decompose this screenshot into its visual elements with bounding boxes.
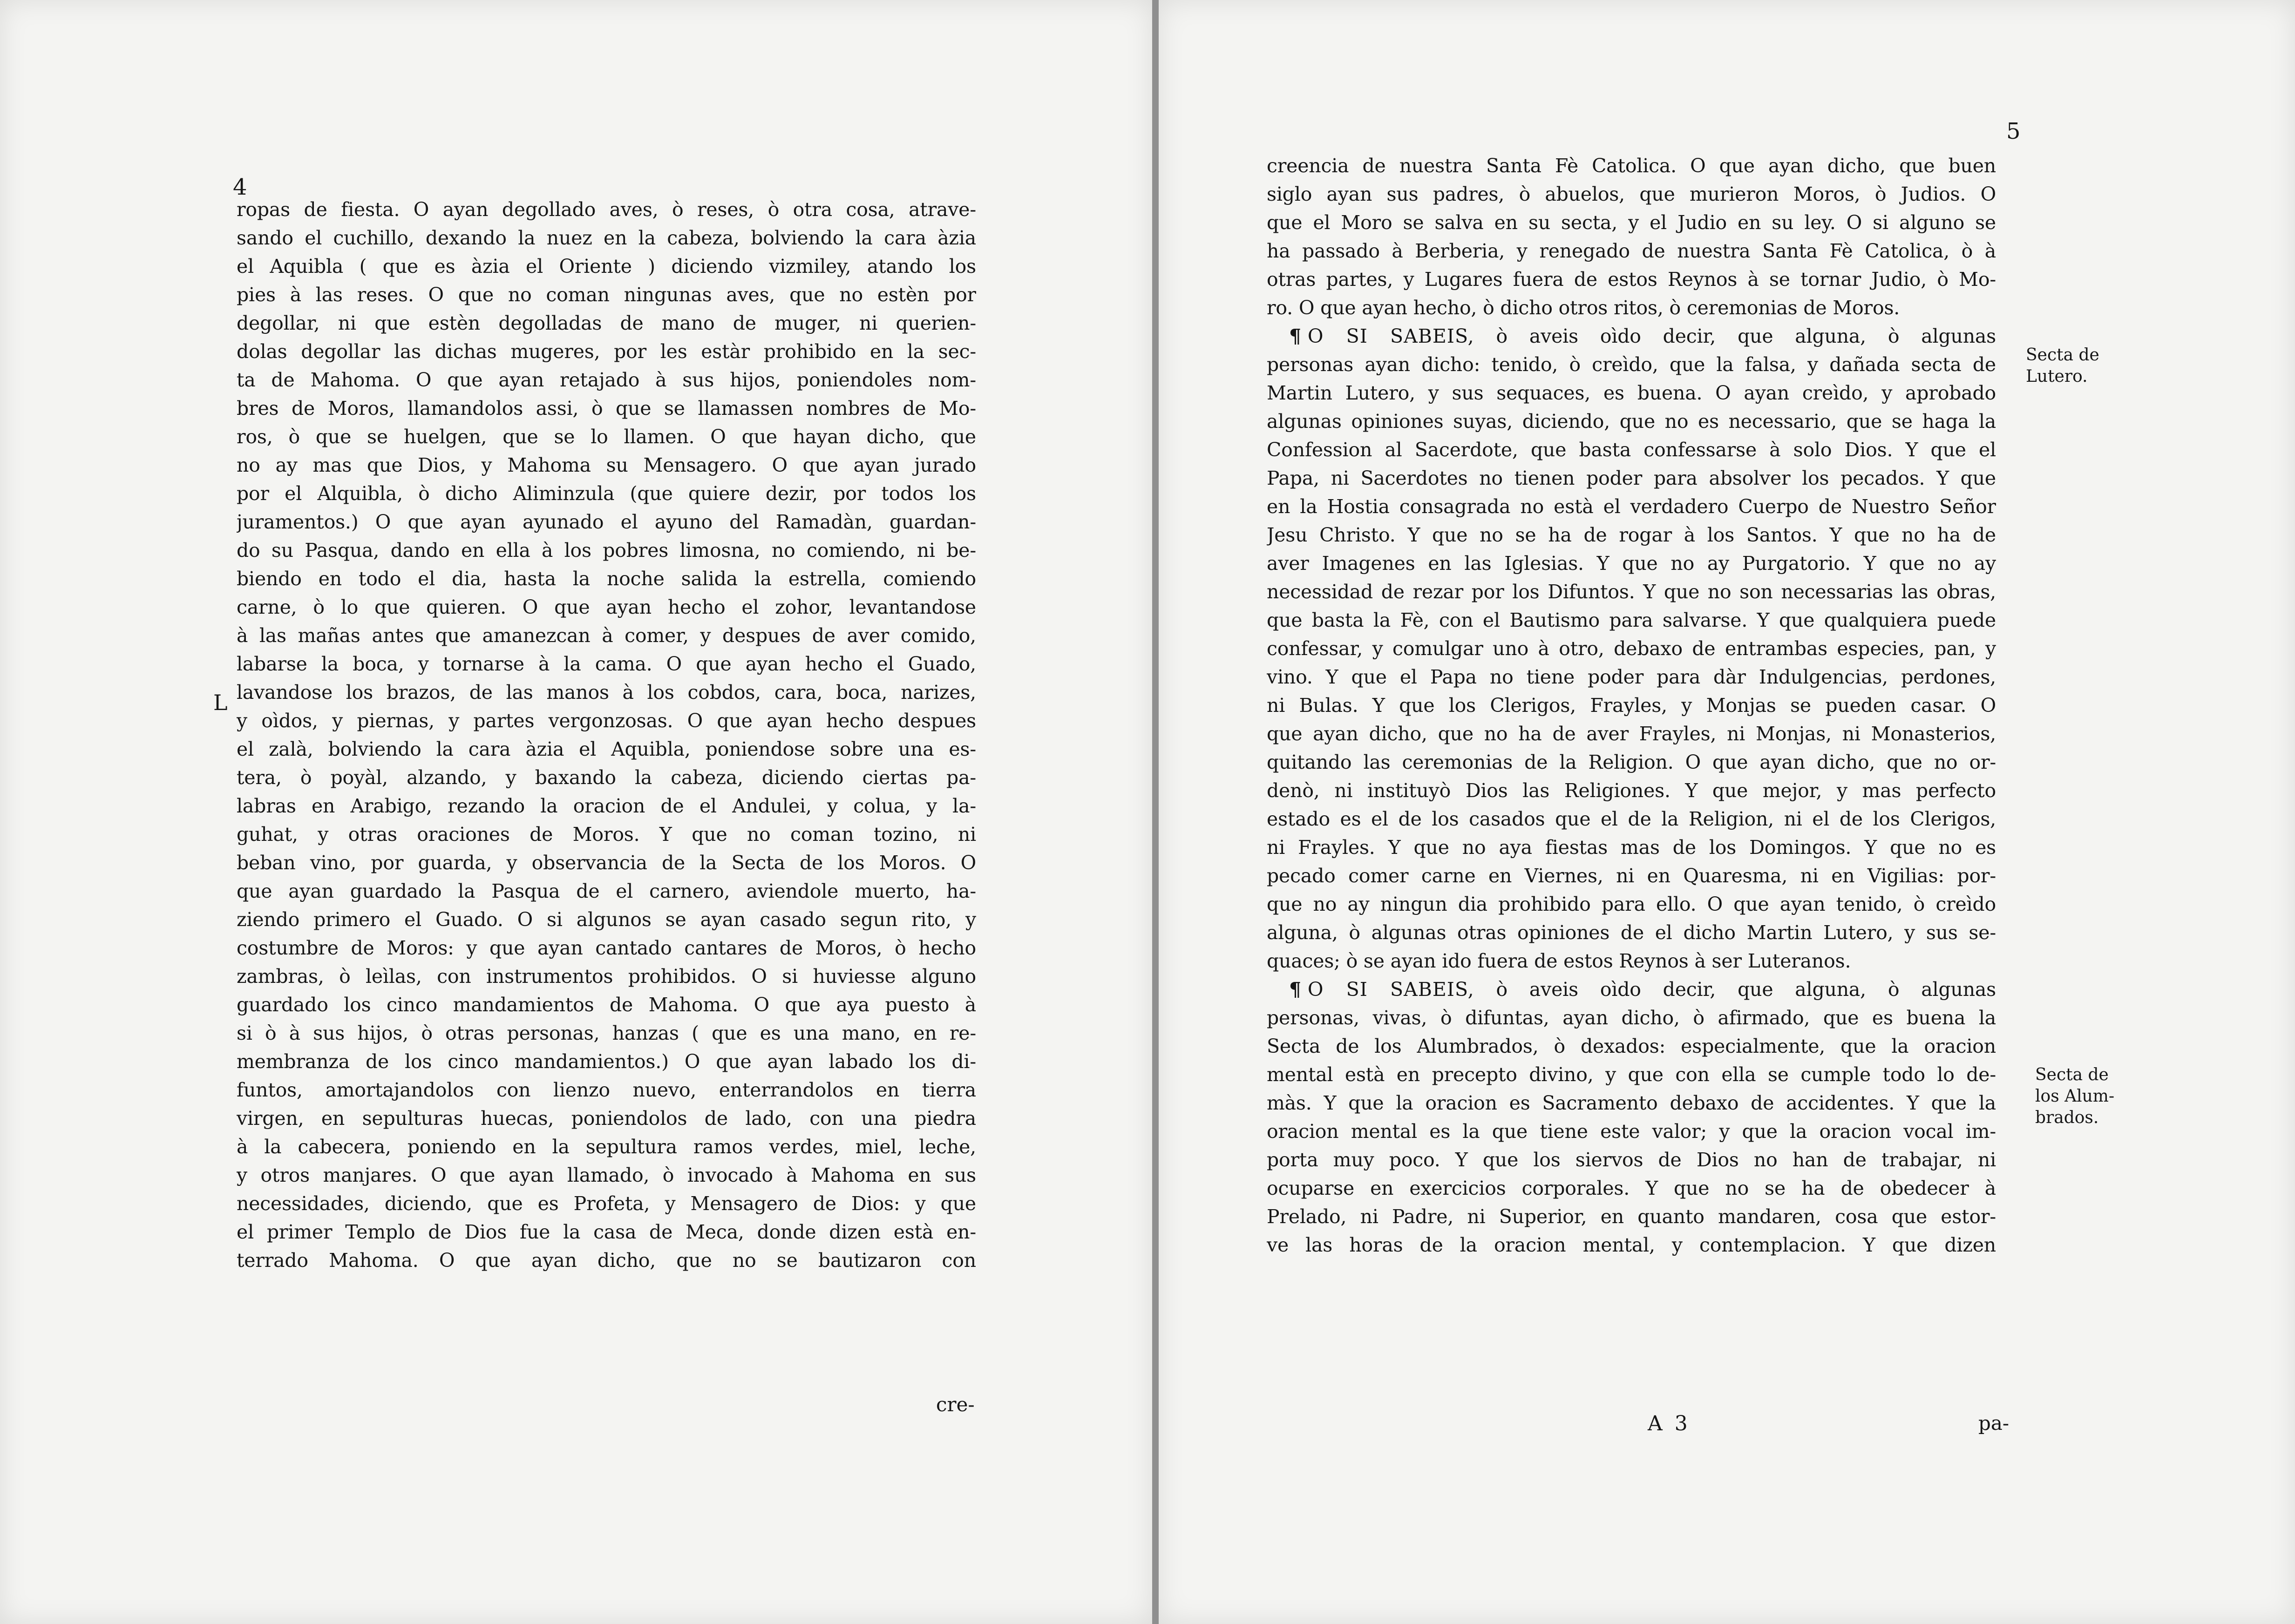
marginal-note-line: brados.: [2035, 1108, 2099, 1127]
text-line: que ayan dicho, que no ha de aver Frayles, ni Monjas, ni Monasterios,: [1267, 723, 1996, 745]
paragraph-first-line: ò aveis oìdo decir, que alguna, ò algunas: [1474, 978, 1996, 1001]
text-line: dolas degollar las dichas mugeres, por les estàr prohibido en la sec-: [237, 340, 976, 363]
text-line: zambras, ò leìlas, con instrumentos prohibidos. O si huviesse alguno: [237, 965, 976, 988]
paragraph-lead: O SI SABEIS,: [1307, 978, 1474, 1001]
text-line: ziendo primero el Guado. O si algunos se ayan casado segun rito, y: [237, 908, 976, 931]
text-line: personas, vivas, ò difuntas, ayan dicho, ò afirmado, que es buena la: [1267, 1007, 1996, 1029]
text-line: terrado Mahoma. O que ayan dicho, que no se bautizaron con: [237, 1249, 976, 1272]
marginal-note-lutero: [2026, 345, 2099, 387]
text-line: à la cabecera, poniendo en la sepultura ramos verdes, miel, leche,: [237, 1136, 976, 1158]
paragraph-lead-line: [1267, 322, 1996, 351]
text-line: siglo ayan sus padres, ò abuelos, que murieron Moros, ò Judios. O: [1267, 183, 1996, 205]
text-line: ropas de fiesta. O ayan degollado aves, ò reses, ò otra cosa, atrave-: [237, 198, 976, 221]
text-line: carne, ò lo que quieren. O que ayan hecho el zohor, levantandose: [237, 596, 976, 618]
text-line: confessar, y comulgar uno à otro, debaxo de entrambas especies, pan, y: [1267, 637, 1996, 660]
text-line: mental està en precepto divino, y que con ella se cumple todo lo de-: [1267, 1063, 1996, 1086]
text-line: ro. O que ayan hecho, ò dicho otros ritos, ò ceremonias de Moros.: [1267, 297, 1900, 319]
text-line: tera, ò poyàl, alzando, y baxando la cabeza, diciendo ciertas pa-: [237, 766, 976, 789]
right-page-body: [1267, 152, 1996, 1259]
text-line: beban vino, por guarda, y observancia de la Secta de los Moros. O: [237, 852, 976, 874]
text-line: el zalà, bolviendo la cara àzia el Aquibla, poniendose sobre una es-: [237, 738, 976, 760]
text-line: labarse la boca, y tornarse à la cama. O que ayan hecho el Guado,: [237, 653, 976, 675]
paragraph-lead: O SI SABEIS,: [1307, 325, 1474, 347]
text-line: biendo en todo el dia, hasta la noche salida la estrella, comiendo: [237, 568, 976, 590]
text-line: costumbre de Moros: y que ayan cantado cantares de Moros, ò hecho: [237, 937, 976, 959]
text-line: bres de Moros, llamandolos assi, ò que se llamassen nombres de Mo-: [237, 397, 976, 420]
pilcrow-icon: ¶: [1289, 978, 1301, 1001]
paragraph-lead-line: [1267, 975, 1996, 1004]
text-line: en la Hostia consagrada no està el verdadero Cuerpo de Nuestro Señor: [1267, 495, 1996, 518]
text-line: degollar, ni que estèn degolladas de mano de muger, ni querien-: [237, 312, 976, 334]
text-line: lavandose los brazos, de las manos à los cobdos, cara, boca, narizes,: [237, 681, 976, 704]
text-line: ocuparse en exercicios corporales. Y que no se ha de obedecer à: [1267, 1177, 1996, 1199]
text-line: Papa, ni Sacerdotes no tienen poder para absolver los pecados. Y que: [1267, 467, 1996, 489]
text-line: si ò à sus hijos, ò otras personas, hanzas ( que es una mano, en re-: [237, 1022, 976, 1044]
text-line: denò, ni instituyò Dios las Religiones. Y que mejor, y mas perfecto: [1267, 779, 1996, 802]
text-line: necessidades, diciendo, que es Profeta, y Mensagero de Dios: y que: [237, 1192, 976, 1215]
page-number-right: 5: [2006, 118, 2021, 144]
page-number-left: 4: [233, 174, 247, 200]
text-line: ta de Mahoma. O que ayan retajado à sus hijos, poniendoles nom-: [237, 369, 976, 391]
text-line: por el Alquibla, ò dicho Aliminzula (que quiere dezir, por todos los: [237, 482, 976, 505]
text-line: alguna, ò algunas otras opiniones de el dicho Martin Lutero, y sus se-: [1267, 921, 1996, 944]
text-line: aver Imagenes en las Iglesias. Y que no ay Purgatorio. Y que no ay: [1267, 552, 1996, 575]
marginal-note-line: Secta de: [2026, 345, 2099, 365]
text-line: ni Frayles. Y que no aya fiestas mas de los Domingos. Y que no es: [1267, 836, 1996, 859]
text-line: que ayan guardado la Pasqua de el carnero, aviendole muerto, ha-: [237, 880, 976, 902]
text-line: funtos, amortajandolos con lienzo nuevo, enterrandolos en tierra: [237, 1079, 976, 1101]
text-line: do su Pasqua, dando en ella à los pobres limosna, no comiendo, ni be-: [237, 539, 976, 562]
text-line: que el Moro se salva en su secta, y el Judio en su ley. O si alguno se: [1267, 211, 1996, 234]
text-line: pies à las reses. O que no coman ningunas aves, que no estèn por: [237, 284, 976, 306]
text-line: ve las horas de la oracion mental, y contemplacion. Y que dizen: [1267, 1234, 1996, 1256]
text-line: ros, ò que se huelgen, que se lo llamen. O que hayan dicho, que: [237, 426, 976, 448]
text-line: quitando las ceremonias de la Religion. O que ayan dicho, que no or-: [1267, 751, 1996, 773]
text-line: labras en Arabigo, rezando la oracion de el Andulei, y colua, y la-: [237, 795, 976, 817]
text-line: membranza de los cinco mandamientos.) O que ayan labado los di-: [237, 1050, 976, 1073]
text-line: Martin Lutero, y sus sequaces, es buena. O ayan creìdo, y aprobado: [1267, 382, 1996, 404]
marginal-note-line: los Alum-: [2035, 1087, 2115, 1106]
text-line: Prelado, ni Padre, ni Superior, en quanto mandaren, cosa que estor-: [1267, 1205, 1996, 1228]
text-line: el Aquibla ( que es àzia el Oriente ) diciendo vizmiley, atando los: [237, 255, 976, 277]
marginal-note-line: Secta de: [2035, 1065, 2109, 1084]
text-line: otras partes, y Lugares fuera de estos Reynos à se tornar Judio, ò Mo-: [1267, 268, 1996, 291]
text-line: y otros manjares. O que ayan llamado, ò invocado à Mahoma en sus: [237, 1164, 976, 1186]
text-line: quaces; ò se ayan ido fuera de estos Reynos à ser Luteranos.: [1267, 950, 1851, 972]
text-line: juramentos.) O que ayan ayunado el ayuno del Ramadàn, guardan-: [237, 511, 976, 533]
text-line: necessidad de rezar por los Difuntos. Y que no son necessarias las obras,: [1267, 581, 1996, 603]
text-line: guhat, y otras oraciones de Moros. Y que no coman tozino, ni: [237, 823, 976, 846]
text-line: Secta de los Alumbrados, ò dexados: especialmente, que la oracion: [1267, 1035, 1996, 1057]
text-line: que no ay ningun dia prohibido para ello. O que ayan tenido, ò creìdo: [1267, 893, 1996, 915]
text-line: Confession al Sacerdote, que basta confessarse à solo Dios. Y que el: [1267, 439, 1996, 461]
text-line: màs. Y que la oracion es Sacramento debaxo de accidentes. Y que la: [1267, 1092, 1996, 1114]
text-line: no ay mas que Dios, y Mahoma su Mensagero. O que ayan jurado: [237, 454, 976, 476]
text-line: pecado comer carne en Viernes, ni en Quaresma, ni en Vigilias: por-: [1267, 865, 1996, 887]
text-line: porta muy poco. Y que los siervos de Dios no han de trabajar, ni: [1267, 1149, 1996, 1171]
text-line: virgen, en sepulturas huecas, poniendolos de lado, con una piedra: [237, 1107, 976, 1130]
marginal-note-line: Lutero.: [2026, 367, 2088, 386]
text-line: creencia de nuestra Santa Fè Catolica. O que ayan dicho, que buen: [1267, 155, 1996, 177]
text-line: à las mañas antes que amanezcan à comer, y despues de aver comido,: [237, 624, 976, 647]
text-line: personas ayan dicho: tenido, ò creìdo, que la falsa, y dañada secta de: [1267, 353, 1996, 376]
text-line: vino. Y que el Papa no tiene poder para dàr Indulgencias, perdones,: [1267, 666, 1996, 688]
text-line: estado es el de los casados que el de la Religion, ni el de los Clerigos,: [1267, 808, 1996, 830]
catchword-right: pa-: [1978, 1412, 2010, 1435]
text-line: guardado los cinco mandamientos de Mahoma. O que aya puesto à: [237, 994, 976, 1016]
text-line: Jesu Christo. Y que no se ha de rogar à los Santos. Y que no ha de: [1267, 524, 1996, 546]
marginal-note-alumbrados: [2035, 1064, 2114, 1129]
catchword-left: cre-: [936, 1393, 975, 1416]
page-gutter: [1152, 0, 1159, 1624]
text-line: y oìdos, y piernas, y partes vergonzosas. O que ayan hecho despues: [237, 710, 976, 732]
text-line: oracion mental es la que tiene este valor; y que la oracion vocal im-: [1267, 1120, 1996, 1143]
text-line: algunas opiniones suyas, diciendo, que no es necessario, que se haga la: [1267, 410, 1996, 433]
text-line: el primer Templo de Dios fue la casa de Meca, donde dizen està en-: [237, 1221, 976, 1243]
left-page-body: [237, 196, 976, 1275]
pilcrow-icon: ¶: [1289, 325, 1301, 347]
text-line: ha passado à Berberia, y renegado de nuestra Santa Fè Catolica, ò à: [1267, 240, 1996, 262]
paragraph-first-line: ò aveis oìdo decir, que alguna, ò algunas: [1474, 325, 1996, 347]
signature-mark: A 3: [1648, 1412, 1691, 1435]
text-line: que basta la Fè, con el Bautismo para salvarse. Y que qualquiera puede: [1267, 609, 1996, 631]
text-line: sando el cuchillo, dexando la nuez en la cabeza, bolviendo la cara àzia: [237, 227, 976, 249]
margin-mark: L: [213, 690, 228, 715]
text-line: ni Bulas. Y que los Clerigos, Frayles, y Monjas se pueden casar. O: [1267, 694, 1996, 717]
